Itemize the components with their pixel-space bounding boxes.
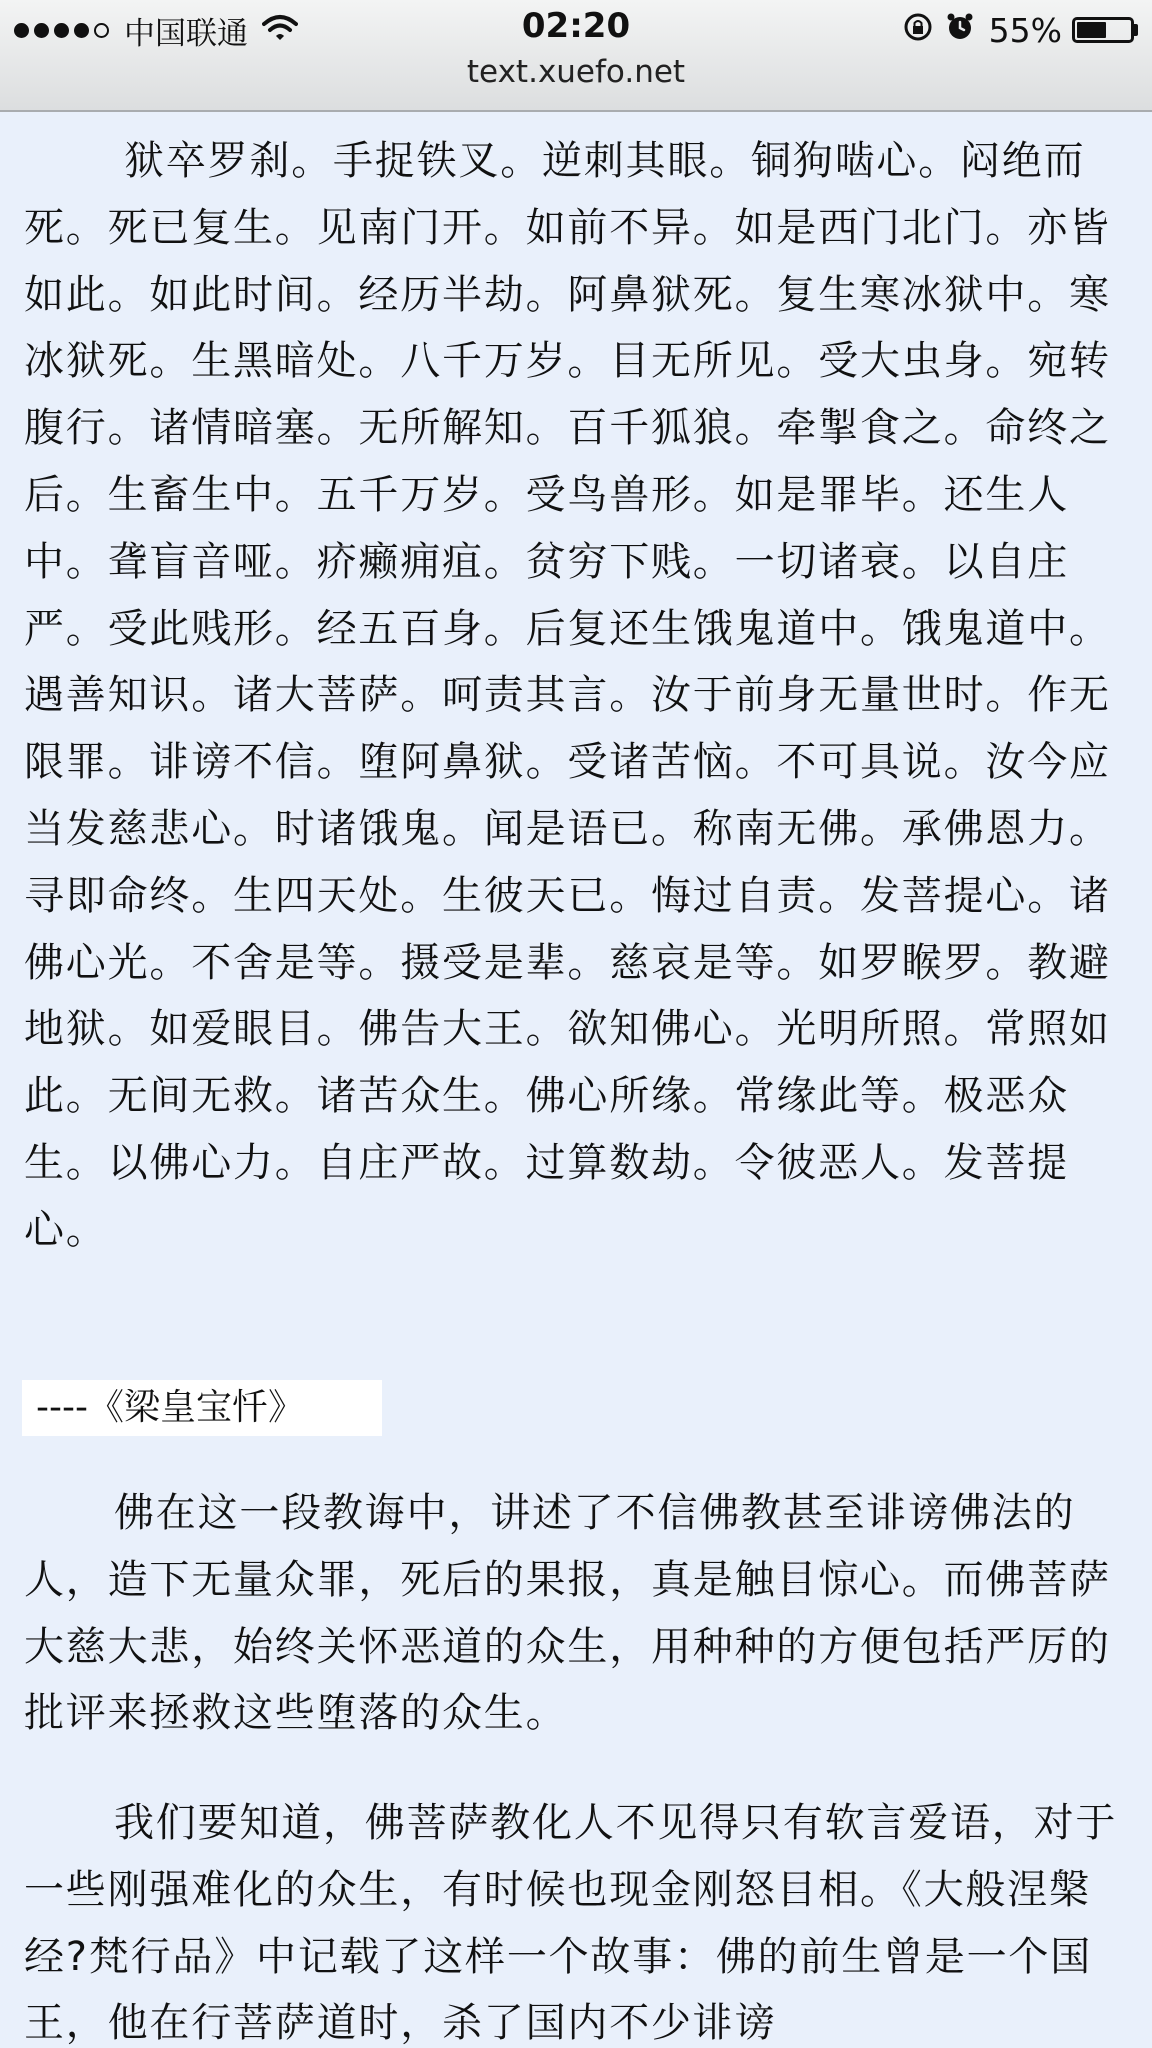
carrier-name: 中国联通 [124, 15, 248, 52]
alarm-icon [945, 11, 975, 50]
battery-tip [1134, 24, 1138, 36]
citation-block: ----《梁皇宝忏》 [22, 1380, 382, 1436]
battery-percentage: 55% [988, 10, 1062, 50]
rotation-lock-icon [903, 11, 933, 50]
article-paragraph: 我们要知道，佛菩萨教化人不见得只有软言爱语，对于一些刚强难化的众生，有时候也现金刚怒目相。《大般涅槃经?梵行品》中记载了这样一个故事：佛的前生曾是一个国王，他在行菩萨道时，杀了国内不少诽谤 [24, 1800, 1118, 2047]
status-bar [0, 0, 1152, 112]
address-bar-url[interactable]: text.xuefo.net [466, 54, 686, 90]
article-content[interactable] [0, 112, 1152, 2048]
article-paragraph: 狱卒罗刹。手捉铁叉。逆刺其眼。铜狗啮心。闷绝而死。死已复生。见南门开。如前不异。如是西门北门。亦皆如此。如此时间。经历半劫。阿鼻狱死。复生寒冰狱中。寒冰狱死。生黑暗处。八千万岁。目无所见。受大虫身。宛转腹行。诸情暗塞。无所解知。百千狐狼。牵掣食之。命终之后。生畜生中。五千万岁。受鸟兽形。如是罪毕。还生人中。聋盲音哑。疥癞痈疽。贫穷下贱。一切诸衰。以自庄严。受此贱形。经五百身。后复还生饿鬼道中。饿鬼道中。遇善知识。诸大菩萨。呵责其言。汝于前身无量世时。作无限罪。诽谤不信。堕阿鼻狱。受诸苦恼。不可具说。汝今应当发慈悲心。时诸饿鬼。闻是语已。称南无佛。承佛恩力。寻即命终。生四天处。生彼天已。悔过自责。发菩提心。诸佛心光。不舍是等。摄受是辈。慈哀是等。如罗睺罗。教避地狱。如爱眼目。佛告大王。欲知佛心。光明所照。常照如此。无间无救。诸苦众生。佛心所缘。常缘此等。极恶众生。以佛心力。自庄严故。过算数劫。令彼恶人。发菩提心。 [24, 138, 1111, 1253]
article-paragraph: 佛在这一段教诲中，讲述了不信佛教甚至诽谤佛法的人，造下无量众罪，死后的果报，真是触目惊心。而佛菩萨大慈大悲，始终关怀恶道的众生，用种种的方便包括严厉的批评来拯救这些堕落的众生。 [24, 1490, 1111, 1737]
status-right [891, 10, 1138, 50]
battery-level [1077, 22, 1106, 38]
battery-icon [1072, 17, 1134, 43]
clock: 02:20 [521, 6, 631, 46]
